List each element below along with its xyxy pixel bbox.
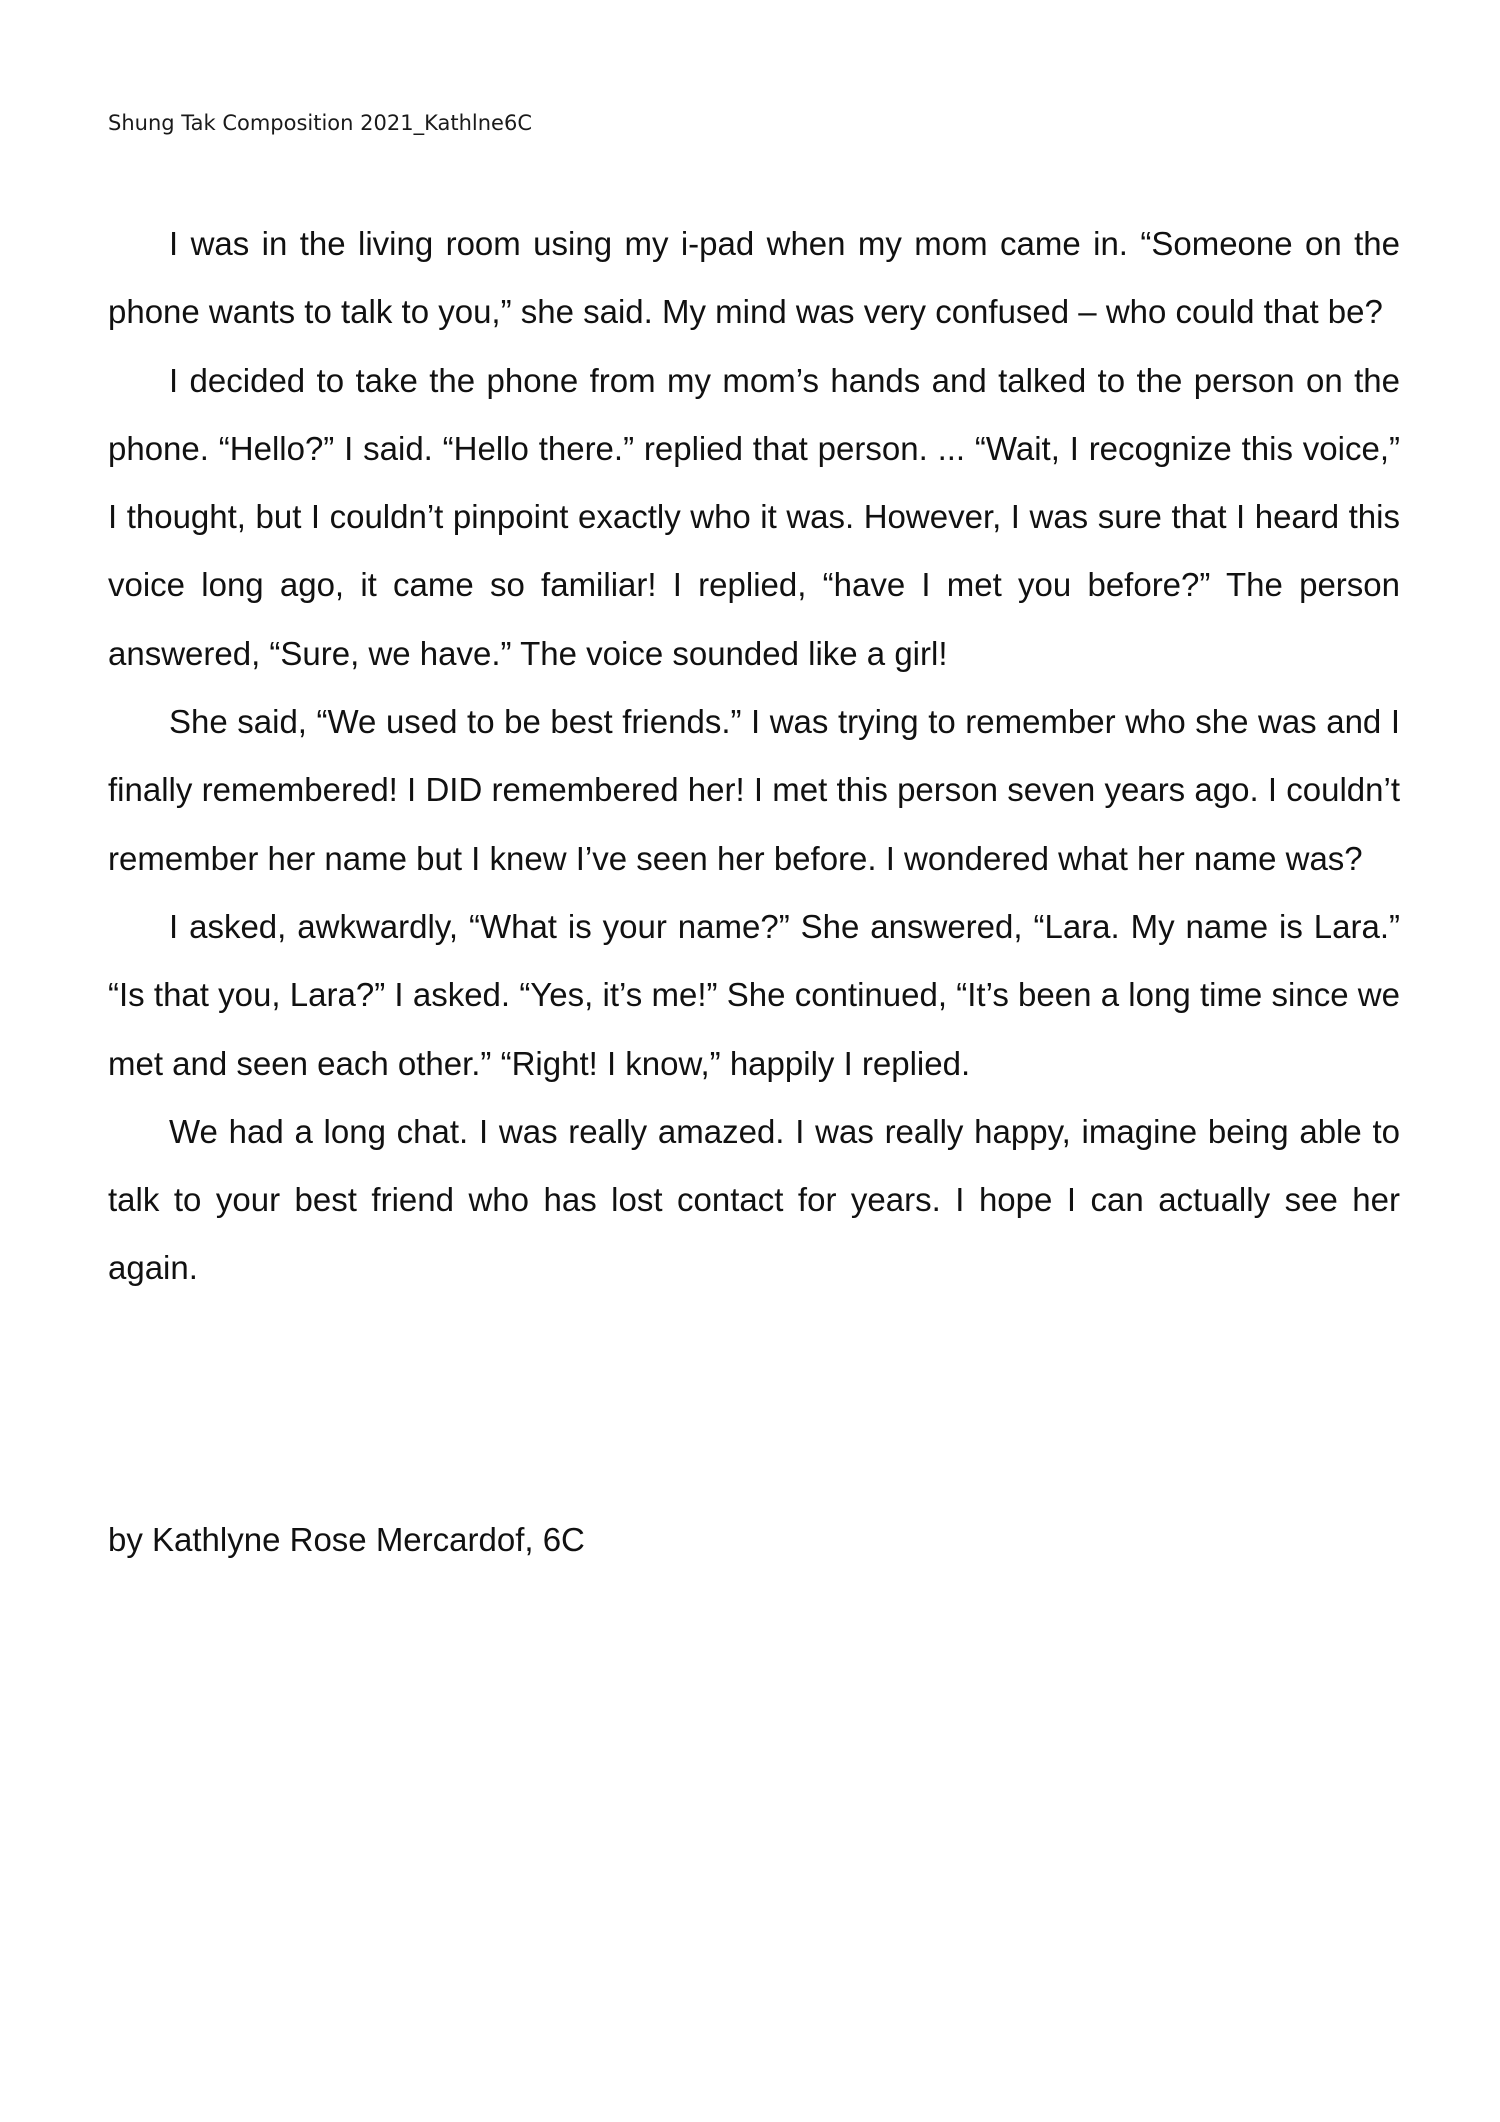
paragraph-5: We had a long chat. I was really amazed. I was really happy, imagine being able to talk to your best friend who has lost contact for years. I hope I can actually see her again.	[108, 1112, 1400, 1287]
paragraph-1: I was in the living room using my i-pad when my mom came in. “Someone on the phone wants to talk to you,” she said. My mind was very confused – who could that be?	[108, 225, 1400, 331]
composition-body	[108, 210, 1400, 1303]
paragraph-3: She said, “We used to be best friends.” I was trying to remember who she was and I finally remembered! I DID remembered her! I met this person seven years ago. I couldn’t remember her name but I knew I’ve seen her before. I wondered what her name was?	[108, 703, 1400, 877]
paragraph-4: I asked, awkwardly, “What is your name?” She answered, “Lara. My name is Lara.” “Is that you, Lara?” I asked. “Yes, it’s me!” She continued, “It’s been a long time since we met and seen each other.” “Right! I know,” happily I replied.	[108, 907, 1400, 1082]
paragraph-2: I decided to take the phone from my mom’s hands and talked to the person on the phone. “Hello?” I said. “Hello there.” replied that person. ... “Wait, I recognize this voice,” I thought, but I couldn’t pinpoint exactly who it was. However, I was sure that I heard this voice long ago, it came so familiar! I replied, “have I met you before?” The person answered, “Sure, we have.” The voice sounded like a girl!	[108, 361, 1400, 672]
running-header: Shung Tak Composition 2021_Kathlne6C	[108, 111, 532, 135]
author-byline: by Kathlyne Rose Mercardof, 6C	[108, 1521, 585, 1558]
